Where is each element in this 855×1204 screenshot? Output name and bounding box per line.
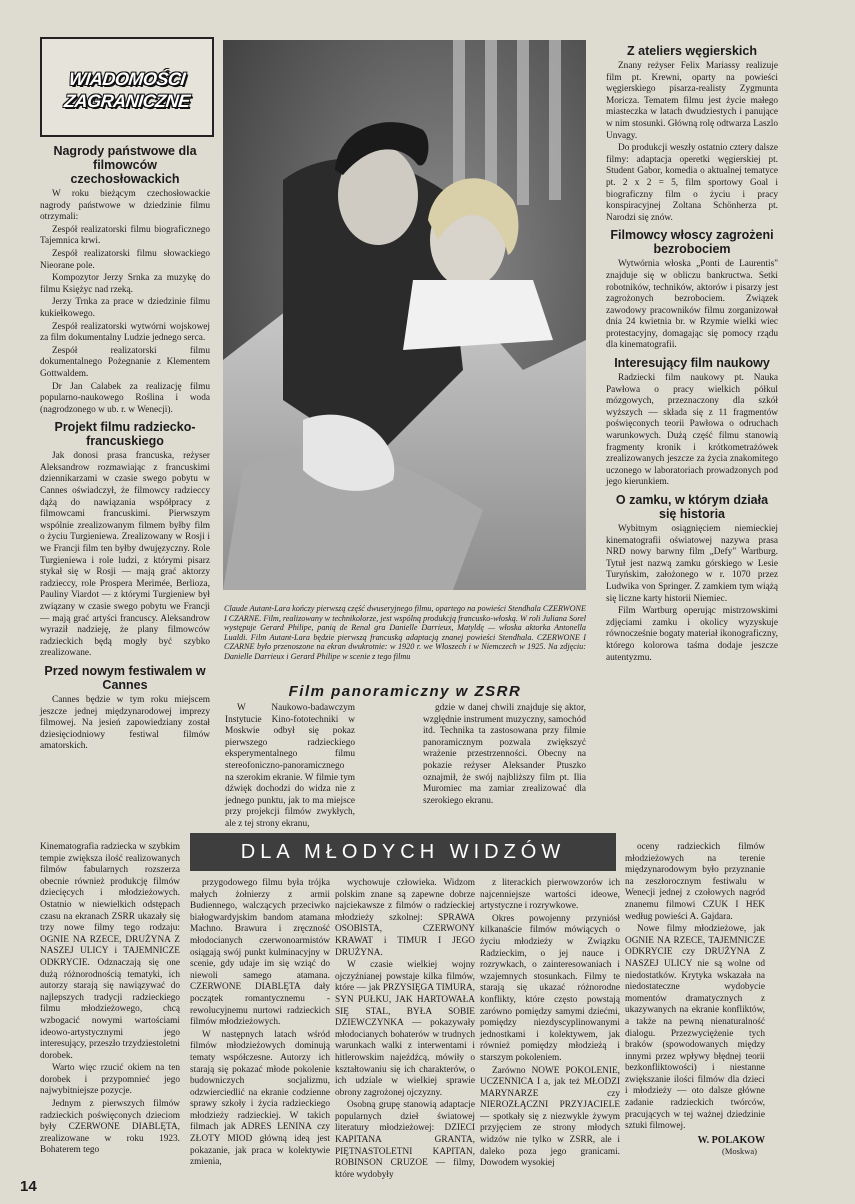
paragraph: z literackich pierwowzorów ich najcenniejsze wartości ideowe, artystyczne i rozrywkowe. bbox=[480, 878, 620, 912]
paragraph: W Naukowo-badawczym Instytucie Kino-fototechniki w Moskwie odbył się pokaz pierwszego radzieckiego eksperymentalnego filmu stereofoniczno-panoramicznego na szerokim ekranie. W filmie tym dźwięk dochodzi do widza nie z jednego punktu, jak to ma miejsce przy projekcji filmów zwykłych, ale z tej strony ekranu, bbox=[225, 703, 355, 829]
paragraph: Zespół realizatorski filmu dokumentalnego Pożegnanie z Klementem Gottwaldem. bbox=[40, 345, 210, 379]
paragraph-text: Kinematografia radziecka w szybkim tempie zwiększa ilość realizowanych filmów fabularnych rozszerza obecnie również produkcję filmów dziecięcych i młodzieżowych. Ostatnio w niewielkich odstępach czasu na ekranach ZSRR ukazały się trzy nowe filmy tego rodzaju: OGNIE NA RZECE, DRUŻYNA Z NASZEJ ULICY i TAJEMNICZE ODKRYCIE. Odznaczają się one dużą różnorodnością tematyki, ich autorzy starają się nawiązywać do najlepszych tradycji radzieckiego filmu młodzieżowego, chcą wzbogacić nowymi wartościami ideowo-artystycznymi jego interesujący, przeszło trzydziestoletni dorobek. bbox=[40, 842, 180, 1061]
panoramic-column-2 bbox=[368, 703, 586, 808]
film-still-photo bbox=[223, 40, 586, 590]
paragraph: Jak donosi prasa francuska, reżyser Aleksandrow rozmawiając z francuskimi dziennikarzami w czasie swego pobytu w Cannes oświadczył, że filmowcy radzieccy dążą do nawiązania współpracy z filmowcami francuskimi. Pierwszym wspólnie zrealizowanym filmem byłby film o życiu Turgieniewa. Zrealizowany w Rosji i we Francji film ten byłby dwujęzyczny. Role Turgieniewa i role ludzi, z którymi pisarz stykał się w Rosji — mają grać aktorzy radzieccy, role Prospera Merimée, Berlioza, Pauliny Viardot — z którymi Turgieniew był związany w czasie swego pobytu we Francji — mają grać artyści francuscy. Aleksandrow wyraził nadzieję, że plany filmowców radzieckich będą mogły być szybko zrealizowane. bbox=[40, 451, 210, 659]
paragraph: gdzie w danej chwili znajduje się aktor, względnie instrument muzyczny, samochód itd. Technika ta zastosowana przy filmie panoramicznym pozwala zwiększyć wrażenie przestrzenności. Obecny na pokazie reżyser Aleksander Ptuszko oznajmił, że swój najbliższy film pt. Ilia Muromiec ma zamiar zrealizować dla szerokiego ekranu. bbox=[423, 703, 586, 806]
film-still-illustration bbox=[223, 40, 586, 590]
paragraph: Zespół realizatorski filmu słowackiego Nieorane pole. bbox=[40, 248, 210, 271]
young-viewers-banner: DLA MŁODYCH WIDZÓW bbox=[190, 833, 616, 871]
paragraph: Wybitnym osiągnięciem niemieckiej kinematografii oświatowej nazywa prasa NRD nowy barwny film „Defy" Wartburg. Tytuł jest nazwą zamku górskiego w Lesie Turyńskim, założonego w r. 1070 przez Ludwika von Springer. Z zamkiem tym wiążą się liczne karty historii Niemiec. bbox=[606, 524, 778, 604]
paragraph: wychowuje człowieka. Widzom polskim znane są zapewne dobrze najciekawsze z filmów o radzieckiej młodzieży szkolnej: SPRAWA OSOBISTA, CZERWONY KRAWAT i TIMUR I JEGO DRUŻYNA. bbox=[335, 878, 475, 958]
right-column bbox=[606, 40, 778, 830]
young-column-4 bbox=[480, 878, 620, 1173]
heading-hungarian-ateliers: Z ateliers węgierskich bbox=[627, 44, 757, 58]
page-number: 14 bbox=[20, 1178, 37, 1195]
young-column-3 bbox=[335, 878, 475, 1180]
paragraph: Film Wartburg operując mistrzowskimi zdjęciami zamku i okolicy wyzyskuje równocześnie bogaty materiał ikonograficzny, którego kolorowa taśma dodaje jeszcze autentyzmu. bbox=[606, 606, 778, 663]
heading-italian-filmmakers: Filmowcy włoscy zagrożeni bezrobociem bbox=[610, 228, 774, 257]
caption-text: Claude Autant-Lara kończy pierwszą część dwuseryjnego filmu, opartego na powieści Stendhala CZERWONE I CZARNE. Film, realizowany w technikolorze, jest wspólną produkcją francusko-włoską. W roli Juliana Sorel występuje Gerard Philipe, panią de Renal gra Danielle Darrieux, Matyldę — włoska aktorka Antonella Lualdi. Film Autant-Lara będzie pierwszą francuską adaptacją znanej powieści Stendhala. CZERWONE I CZARNE było przenoszone na ekran dwukrotnie: w 1920 r. we Włoszech i w Niemczech w 1925. Na zdjęciu: Danielle Darrieux i Gerard Philipe w scenie z tego filmu bbox=[224, 604, 586, 661]
paragraph: Dr Jan Calabek za realizację filmu popularno-naukowego Roślina i woda (nagrodzonego w ub. r. w Wenecji). bbox=[40, 381, 210, 415]
heading-science-film: Interesujący film naukowy bbox=[614, 356, 770, 371]
paragraph: Zespół realizatorski wytwórni wojskowej za film dokumentalny Ludzie jednego serca. bbox=[40, 321, 210, 344]
left-column bbox=[40, 140, 210, 820]
section-logo bbox=[40, 37, 214, 137]
photo-caption bbox=[224, 604, 586, 680]
paragraph: W roku bieżącym czechosłowackie nagrody państwowe w dziedzinie filmu otrzymali: bbox=[40, 189, 210, 223]
heading-soviet-french-project: Projekt filmu radziecko-francuskiego bbox=[54, 420, 196, 449]
paragraph: Warto więc rzucić okiem na ten dorobek i przypomnieć jego najwybitniejsze pozycje. bbox=[40, 1063, 180, 1097]
heading-czech-awards: Nagrody państwowe dla filmowców czechosłowackich bbox=[53, 144, 197, 186]
logo-line-1: WIADOMOŚCI bbox=[68, 69, 187, 89]
paragraph: Znany reżyser Felix Mariassy realizuje film pt. Krewni, oparty na powieści węgierskiego pisarza-realisty Zygmunta Moricza. Tematem filmu jest życie małego miasteczka w latach dwudziestych i panujące w nim stosunki. Główną rolę odtwarza Laszlo Unvagy. bbox=[606, 61, 778, 141]
panoramic-column-1 bbox=[225, 703, 355, 832]
young-column-1 bbox=[40, 842, 180, 1172]
paragraph: przygodowego filmu była trójka małych żołnierzy z armii Budiennego, walczących przeciwko białogwardyjskim bandom atamana Machno. Brawura i zręczność młodocianych czerwonoarmistów osiągają swój punkt kulminacyjny w scenie, gdy udaje im się wziąć do niewoli samego atamana. CZERWONE DIABLĘTA dały początek romantycznemu - rewolucyjnemu nurtowi radzieckich filmów młodzieżowych. bbox=[190, 878, 330, 1028]
heading-cannes-festival: Przed nowym festiwalem w Cannes bbox=[44, 663, 206, 692]
paragraph: Kompozytor Jerzy Srnka za muzykę do filmu Księżyc nad rzeką. bbox=[40, 273, 210, 295]
paragraph: Zespół realizatorski filmu biograficznego Tajemnica krwi. bbox=[40, 224, 210, 247]
paragraph: Osobną grupę stanowią adaptacje popularnych dzieł światowej literatury młodzieżowej: DZIECI KAPITANA GRANTA, PIĘTNASTOLETNI KAPITAN, ROBINSON CRUZOE — filmy, które wydobyły bbox=[335, 1100, 475, 1180]
paragraph: Jednym z pierwszych filmów radzieckich poświęconych dzieciom były CZERWONE DIABLĘTA, zrealizowane w roku 1923. Bohaterem tego bbox=[40, 1099, 180, 1156]
paragraph: Cannes będzie w tym roku miejscem jeszcze jednej międzynarodowej imprezy filmowej. Na jesień zapowiedziany został dziesięciodniowy festiwal filmów amatorskich. bbox=[40, 694, 210, 752]
heading-castle: O zamku, w którym działa się historia bbox=[615, 493, 769, 521]
paragraph bbox=[40, 842, 180, 1062]
young-column-5 bbox=[625, 842, 765, 1187]
young-column-2 bbox=[190, 878, 330, 1173]
paragraph: Do produkcji weszły ostatnio cztery dalsze filmy: adaptacja operetki węgierskiej pt. Student Gabor, komedia o aktualnej tematyce pt. 2 x 2 = 5, film sportowy Goal i biograficzny film o życiu i pracy konspiracyjnej Zoltana Schönherza pt. Narodzi się znów. bbox=[606, 143, 778, 223]
paragraph: Nowe filmy młodzieżowe, jak OGNIE NA RZECE, TAJEMNICZE ODKRYCIE czy DRUŻYNA Z NASZEJ ULICY nie są wolne od niedostatków. Krytyka wskazała na niedostateczne wydobycie momentów dramatycznych z ukazywanych na ekranie konfliktów, a także na pewną nienaturalność dialogu. Przezwyciężenie tych braków (spowodowanych między innymi przez wpływy błędnej teorii bezkonfliktowości) i niestanne zwiększanie ilości filmów dla dzieci i młodzieży — oto dalsze główne zadanie radzieckich twórców, pracujących w tej ważnej dziedzinie sztuki filmowej. bbox=[625, 924, 765, 1132]
author-signature: W. POLAKOW bbox=[697, 1134, 765, 1146]
heading-panoramic-film: Film panoramiczny w ZSRR bbox=[288, 683, 522, 700]
paragraph: Wytwórnia włoska „Ponti de Laurentis" znajduje się w obliczu bankructwa. Setki robotników, techników, aktorów i pisarzy jest zagrożonych bezrobociem. Związek zawodowy pracowników filmu zorganizował dnia 24 kwietnia br. w Rzymie wielki wiec protestacyjny, domagając się pomocy rządu dla kinematografii. bbox=[606, 259, 778, 351]
author-location: (Moskwa) bbox=[722, 1145, 757, 1156]
paragraph: Zarówno NOWE POKOLENIE, UCZENNICA I a, jak też MŁODZI MARYNARZE czy NIEROZŁĄCZNI PRZYJACIELE — spotkały się z niezwykle żywym przyjęciem ze strony młodych widzów nie tylko w ZSRR, ale i daleko poza jego granicami. Dowodem wysokiej bbox=[480, 1065, 620, 1169]
paragraph: Okres powojenny przyniósł kilkanaście filmów mówiących o życiu młodzieży w Związku Radzieckim, o jej nauce i rozrywkach, o zainteresowaniach i wzajemnych stosunkach. Filmy te starają się ukazać różnorodne konflikty, które często powstają zarówno pomiędzy samymi dziećmi, pomiędzy niezdyscyplinowanymi jednostkami i kolektywem, jak również pomiędzy młodzieżą i starszym pokoleniem. bbox=[480, 913, 620, 1063]
logo-line-2: ZAGRANICZNE bbox=[63, 91, 191, 111]
paragraph: Jerzy Trnka za prace w dziedzinie filmu kukiełkowego. bbox=[40, 297, 210, 319]
paragraph: Radziecki film naukowy pt. Nauka Pawłowa o pracy wielkich półkul mózgowych, przeznaczony dla szkół wyższych — składa się z 11 fragmentów poświęconych teorii Pawłowa o odruchach warunkowych. Dużą część filmu stanowią fragmenty kronik i krótkometrażówek zrealizowanych jeszcze za życia znakomitego uczonego w laboratoriach prowadzonych pod jego kierunkiem. bbox=[606, 373, 778, 488]
paragraph: W czasie wielkiej wojny ojczyźnianej powstaje kilka filmów, które — jak PRZYSIĘGA TIMURA, SYN PUŁKU, JAK HARTOWAŁA SIĘ STAL, BYŁA SOBIE DZIEWCZYNKA — pokazywały młodocianych bohaterów w trudnych warunkach walki z interwentami i hitlerowskim najeźdźcą, mówiły o kształtowaniu się ich charakterów, o ich udziale w wielkiej sprawie obrony zagrożonej ojczyzny. bbox=[335, 960, 475, 1098]
paragraph: W następnych latach wśród filmów młodzieżowych dominują tematy współczesne. Autorzy ich starają się pokazać młode pokolenie budowniczych socjalizmu, odzwierciedlić na ekranie codzienne sprawy szkoły i życia radzieckiego młodzieży radzieckiej. W takich filmach jak ADRES LENINA czy ZŁOTY MIOD główną ideą jest pokazanie, jak praca w kolektywie zmienia, bbox=[190, 1029, 330, 1168]
paragraph: oceny radzieckich filmów młodzieżowych na terenie międzynarodowym było przyznanie na zeszłorocznym festiwalu w Wenecji jednej z czołowych nagród znanemu filmowi CZUK I HEK według powieści A. Gajdara. bbox=[625, 842, 765, 922]
